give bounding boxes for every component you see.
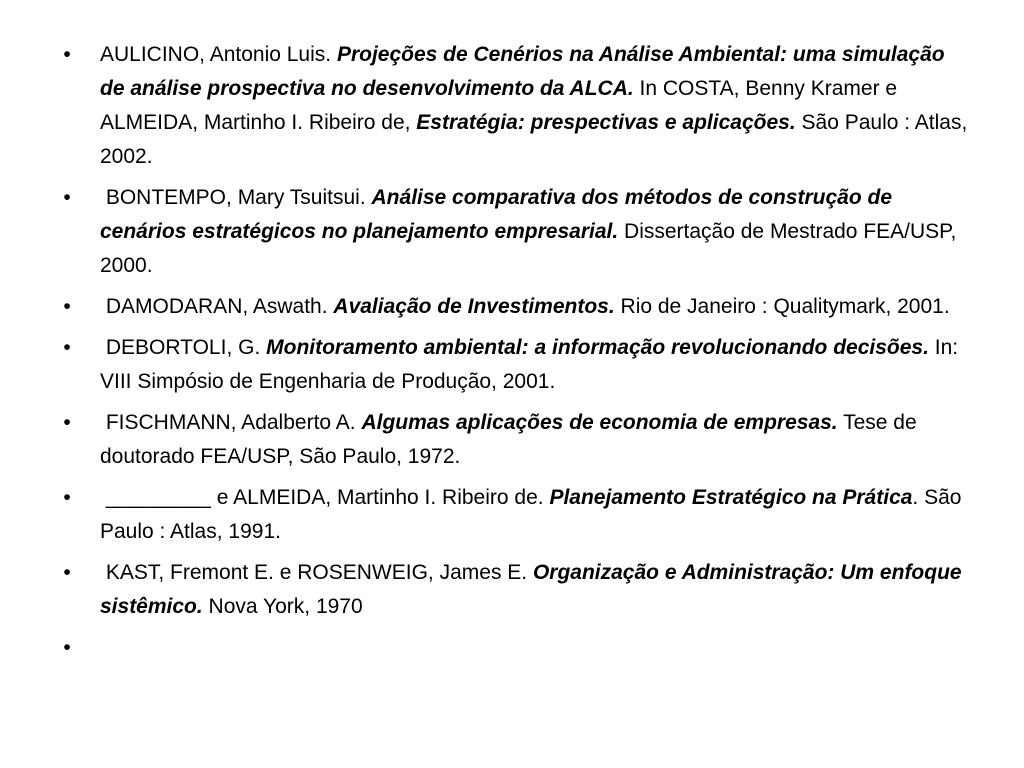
- bullet-icon: •: [63, 561, 71, 584]
- reference-details: . São Paulo : Atlas, 1991.: [100, 486, 968, 543]
- reference-item: [63, 556, 972, 624]
- reference-title: Monitoramento ambiental: a informação revolucionando decisões.: [266, 336, 929, 359]
- reference-details: Dissertação de Mestrado FEA/USP, 2000.: [100, 220, 963, 277]
- reference-author: _________ e ALMEIDA, Martinho I. Ribeiro de.: [100, 486, 550, 509]
- bullet-icon: •: [63, 186, 71, 209]
- reference-author: AULICINO, Antonio Luis.: [100, 43, 337, 66]
- reference-author: BONTEMPO, Mary Tsuitsui.: [100, 186, 372, 209]
- bullet-icon: •: [63, 43, 71, 66]
- reference-title: Análise comparativa dos métodos de construção de cenários estratégicos no planejamento empresarial.: [100, 186, 898, 243]
- reference-details: Nova York, 1970: [202, 595, 363, 618]
- reference-author: DEBORTOLI, G.: [100, 336, 267, 359]
- reference-text: [100, 38, 972, 174]
- reference-title: Planejamento Estratégico na Prática: [549, 486, 913, 509]
- reference-text: [100, 406, 972, 474]
- reference-item: [63, 406, 972, 474]
- reference-author: DAMODARAN, Aswath.: [100, 295, 334, 318]
- reference-item: [63, 38, 974, 174]
- reference-details: Tese de doutorado FEA/USP, São Paulo, 1972.: [100, 411, 923, 468]
- reference-item: [63, 290, 972, 324]
- reference-author: KAST, Fremont E. e ROSENWEIG, James E.: [100, 561, 533, 584]
- bullet-icon: •: [63, 636, 71, 659]
- reference-title: Algumas aplicações de economia de empresas.: [361, 411, 838, 434]
- reference-text: [100, 331, 972, 399]
- reference-title: Projeções de Cenérios na Análise Ambiental: uma simulação de análise prospectiva no desenvolvimento da ALCA.: [100, 43, 951, 100]
- reference-details: In: VIII Simpósio de Engenharia de Produção, 2001.: [100, 336, 964, 393]
- empty-reference-item: [63, 631, 972, 665]
- reference-book-details: São Paulo : Atlas, 2002.: [100, 111, 974, 168]
- reference-title: Avaliação de Investimentos.: [333, 295, 615, 318]
- reference-item: [63, 331, 972, 399]
- reference-title: Organização e Administração: Um enfoque sistêmico.: [100, 561, 968, 618]
- reference-item: [63, 181, 972, 283]
- reference-book-title: Estratégia: prespectivas e aplicações.: [416, 111, 796, 134]
- reference-details: In COSTA, Benny Kramer e ALMEIDA, Martinho I. Ribeiro de,: [100, 77, 902, 134]
- bullet-icon: •: [63, 295, 71, 318]
- bullet-icon: •: [63, 411, 71, 434]
- reference-details: Rio de Janeiro : Qualitymark, 2001.: [614, 295, 950, 318]
- reference-text: [100, 556, 972, 624]
- reference-author: FISCHMANN, Adalberto A.: [100, 411, 362, 434]
- bullet-icon: •: [63, 486, 71, 509]
- reference-text: [100, 481, 972, 549]
- reference-item: [63, 481, 972, 549]
- reference-text: [100, 290, 972, 324]
- bullet-icon: •: [63, 336, 71, 359]
- reference-text: [100, 181, 972, 283]
